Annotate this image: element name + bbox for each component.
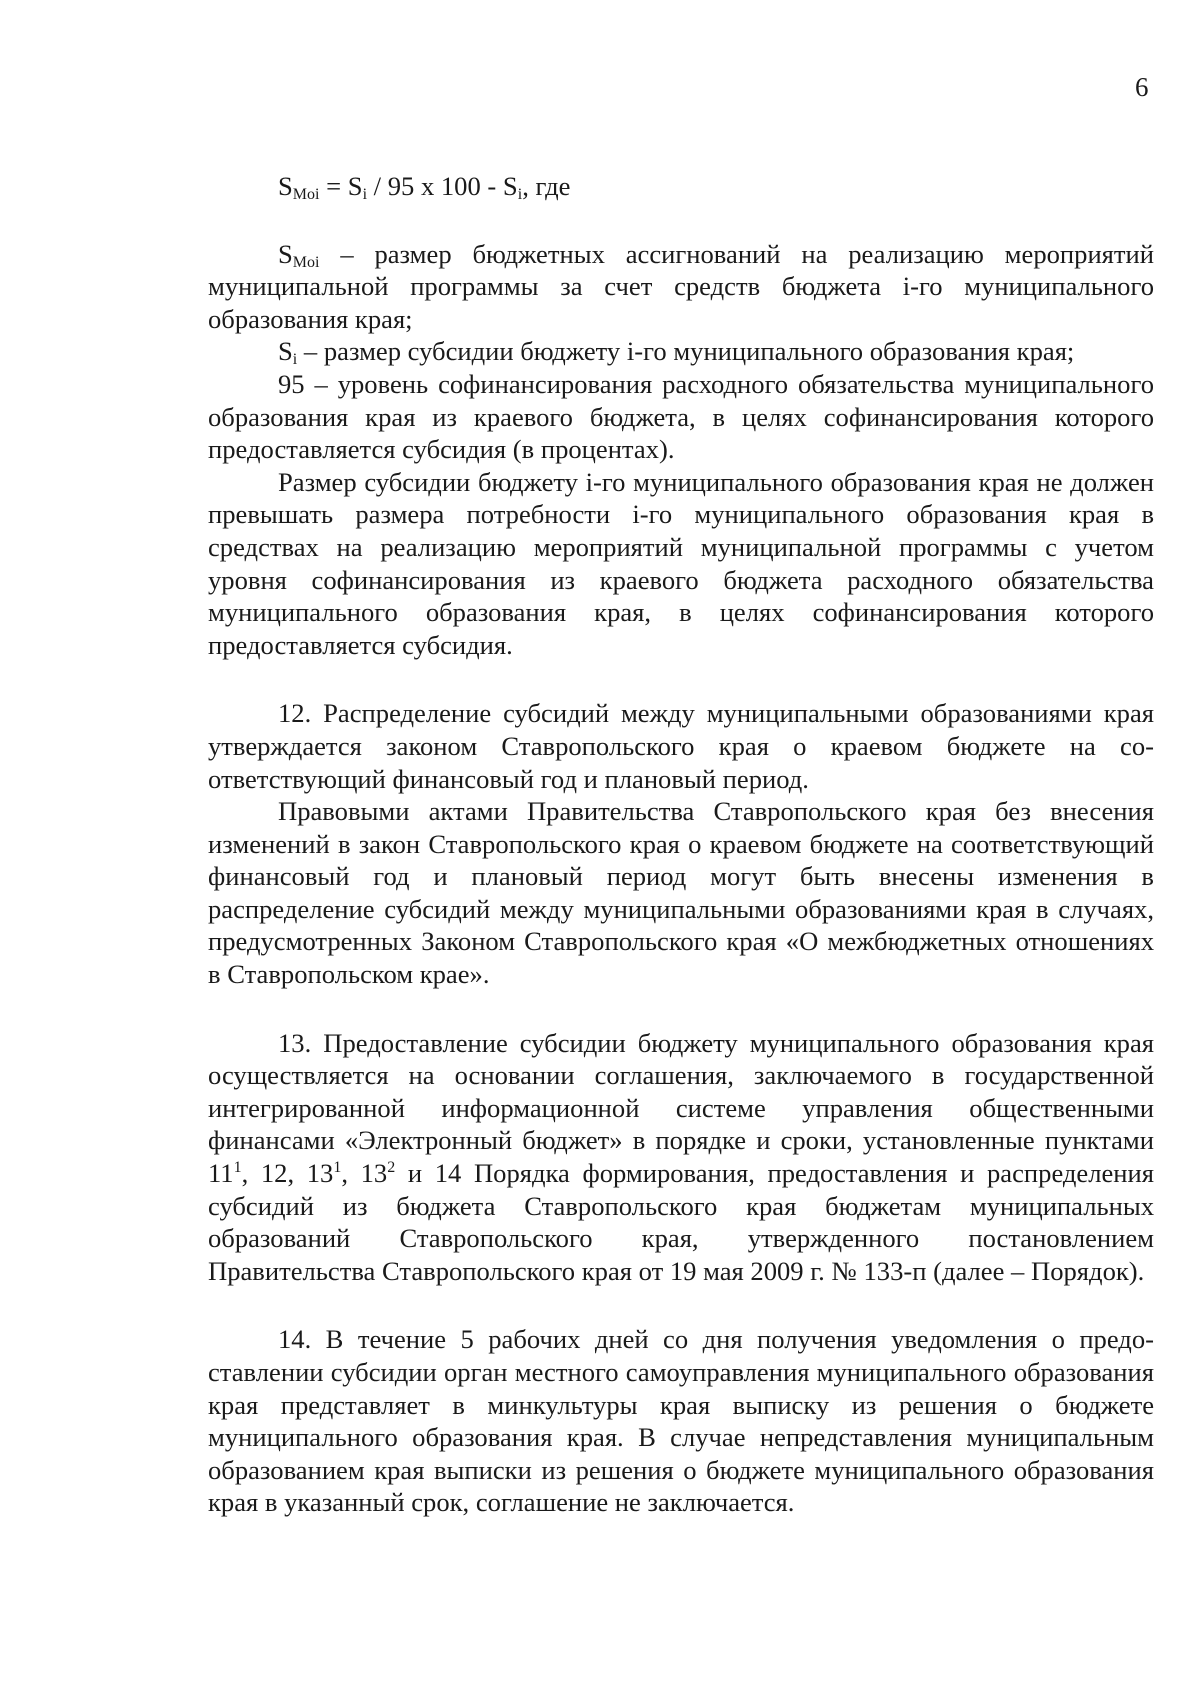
section-12-paragraph-1: 12. Распределение субсидий между муниципальными образованиями края утверждается законом Ставропольского края о краевом бюджете на соответствующий финансовый год и плановый период.	[208, 698, 1154, 794]
page-number: 6	[1135, 72, 1149, 102]
subsidy-limit-paragraph: Размер субсидии бюджету i-го муниципального образования края не должен превышать размера потребности i-го муниципального образования края в средствах на реализацию мероприятий муниципальной программы с учетом уровня софинансирования из краевого бюджета расходного обязательства муниципального образования края, в целях софинансирования которого предоставляется субсидия.	[208, 466, 1154, 660]
section-12-paragraph-2: Правовыми актами Правительства Ставропольского края без внесения изменений в закон Ставропольского края о краевом бюджете на соответствующий финансовый год и плановый период могут быть внесены изменения в распределение субсидий между муниципальными образованиями края в случаях, предусмотренных Законом Ставропольского края «О межбюджетных отношениях в Ставропольском крае».	[208, 796, 1154, 990]
spacer	[208, 1287, 1154, 1323]
definition-95: 95 – уровень софинансирования расходного обязательства муниципального образования края из краевого бюджета, в целях софинансирования которого предоставляется субсидия (в процентах).	[208, 368, 1154, 465]
definition-smoi: $S_{Moi}$ – размер бюджетных ассигнований на реализацию мероприятий муниципальной программы за счет средств бюджета i-го муниципального образования края;	[208, 238, 1154, 334]
document-body	[208, 170, 1154, 1519]
definition-si: $S_i$ – размер субсидии бюджету i-го муниципального образования края;	[278, 336, 1075, 369]
formula: $S_{Moi} = S_i / 95$ x $100 - S_i$, где	[278, 171, 571, 203]
spacer	[208, 991, 1154, 1027]
section-13-paragraph: 13. Предоставление субсидии бюджету муниципального образования края осуществляется на основании соглашения, заключаемого в государственной интегрированной информационной системе управления общественными финансами «Электронный бюджет» в порядке и сроки, установленные пунктами $11^1$, 12, $13^1$, $13^2$ и 14 Порядка формирования, предоставления и распределения субсидий из бюджета Ставропольского края бюджетам муниципальных образований Ставропольского края, утвержденного постановлением Правительства Ставропольского края от 19 мая 2009 г. № 133-п (далее – Порядок).	[208, 1027, 1155, 1286]
section-14-paragraph: 14. В течение 5 рабочих дней со дня получения уведомления о предоставлении субсидии орган местного самоуправления муниципального образования края представляет в минкультуры края выписку из решения о бюджете муниципального образования края. В случае непредставления муниципальным образованием края выписки из решения о бюджете муниципального образования края в указанный срок, соглашение не заключается.	[208, 1324, 1154, 1518]
spacer	[208, 661, 1154, 697]
